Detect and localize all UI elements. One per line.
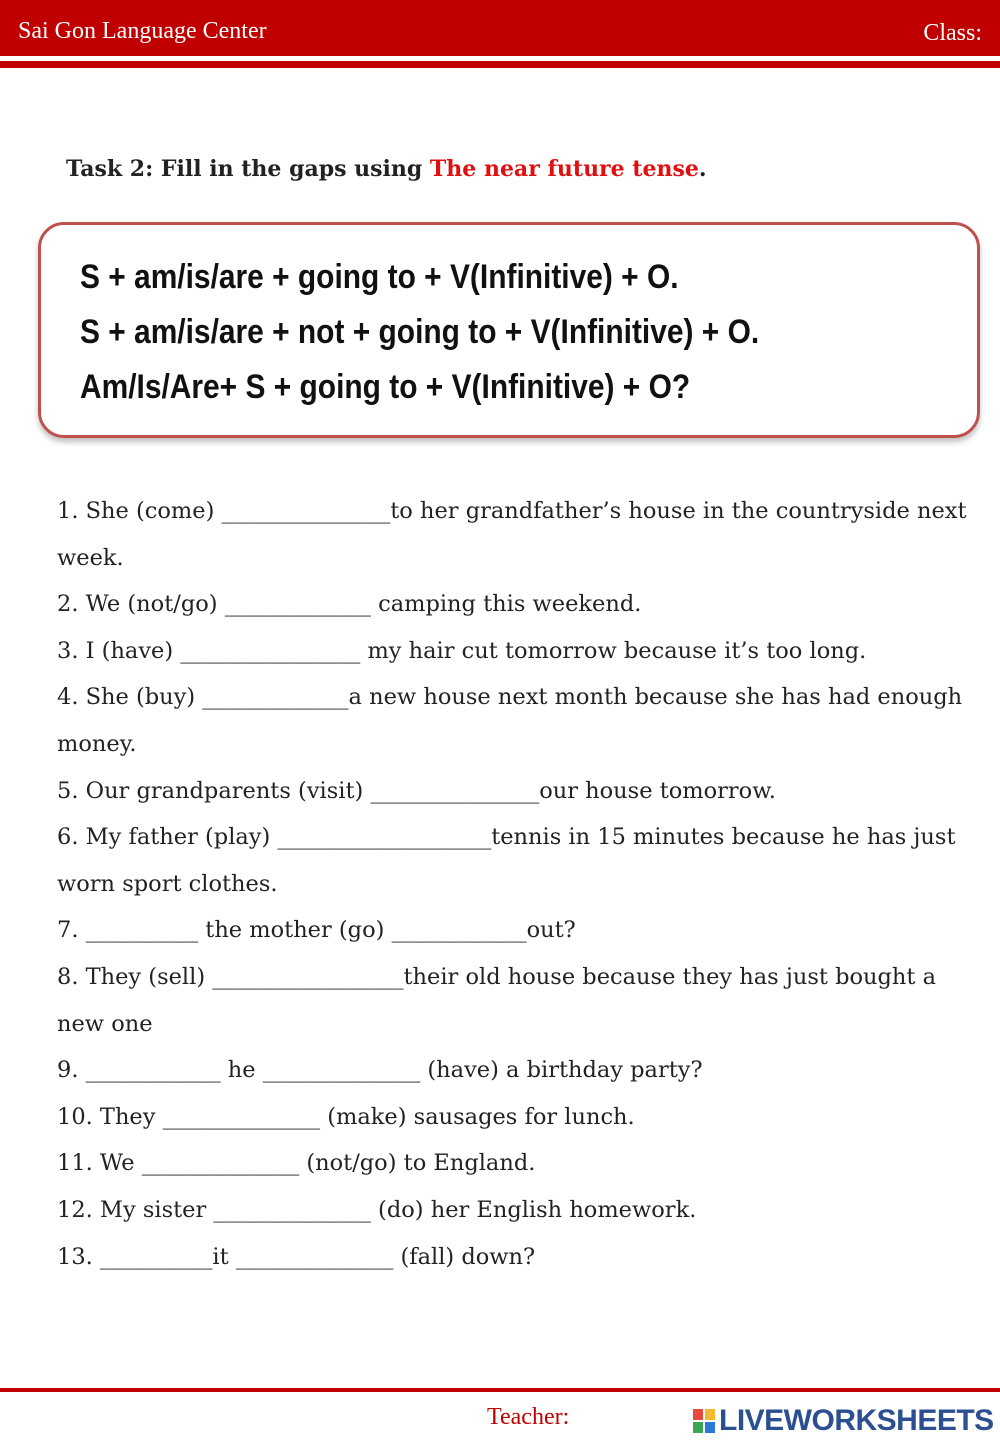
exercise-item: 4. She (buy) _____________a new house next month because she has had enough money.: [57, 684, 963, 757]
exercise-list: [57, 488, 987, 1280]
teacher-label: Teacher:: [487, 1404, 570, 1430]
liveworksheets-logo-icon: [692, 1407, 716, 1435]
exercise-item: 11. We ______________ (not/go) to England.: [57, 1150, 536, 1177]
exercise-item: 3. I (have) ________________ my hair cut tomorrow because it’s too long.: [57, 637, 867, 664]
exercise-item: 13. __________it ______________ (fall) down?: [57, 1243, 536, 1270]
liveworksheets-logo-text: LIVEWORKSHEETS: [719, 1404, 994, 1437]
task-instruction: [66, 156, 707, 182]
exercise-item: 9. ____________ he ______________ (have) a birthday party?: [57, 1057, 703, 1084]
exercise-item: 6. My father (play) ___________________tennis in 15 minutes because he has just worn sport clothes.: [57, 824, 956, 897]
task-suffix: .: [698, 156, 707, 182]
exercise-item: 2. We (not/go) _____________ camping this weekend.: [57, 591, 642, 618]
liveworksheets-logo: [692, 1404, 994, 1438]
task-prefix: Task 2: Fill in the gaps using: [66, 156, 430, 182]
exercise-item: 10. They ______________ (make) sausages for lunch.: [57, 1103, 635, 1130]
exercise-item: 5. Our grandparents (visit) _______________our house tomorrow.: [57, 777, 776, 804]
class-label: Class:: [923, 20, 982, 46]
exercise-item: 7. __________ the mother (go) ____________out?: [57, 917, 576, 944]
exercise-item: 1. She (come) _______________to her grandfather’s house in the countryside next week.: [57, 498, 967, 571]
header-divider: [0, 61, 1000, 68]
formula-affirmative: S + am/is/are + going to + V(Infinitive) + O.: [80, 258, 679, 296]
formula-negative: S + am/is/are + not + going to + V(Infinitive) + O.: [80, 313, 760, 351]
exercise-item: 8. They (sell) _________________their old house because they has just bought a new one: [57, 963, 937, 1037]
exercise-item: 12. My sister ______________ (do) her English homework.: [57, 1196, 697, 1223]
center-name: Sai Gon Language Center: [18, 18, 267, 44]
footer-divider: [0, 1388, 1000, 1392]
task-highlight: The near future tense: [429, 156, 699, 182]
formula-question: Am/Is/Are+ S + going to + V(Infinitive) + O?: [80, 368, 691, 406]
